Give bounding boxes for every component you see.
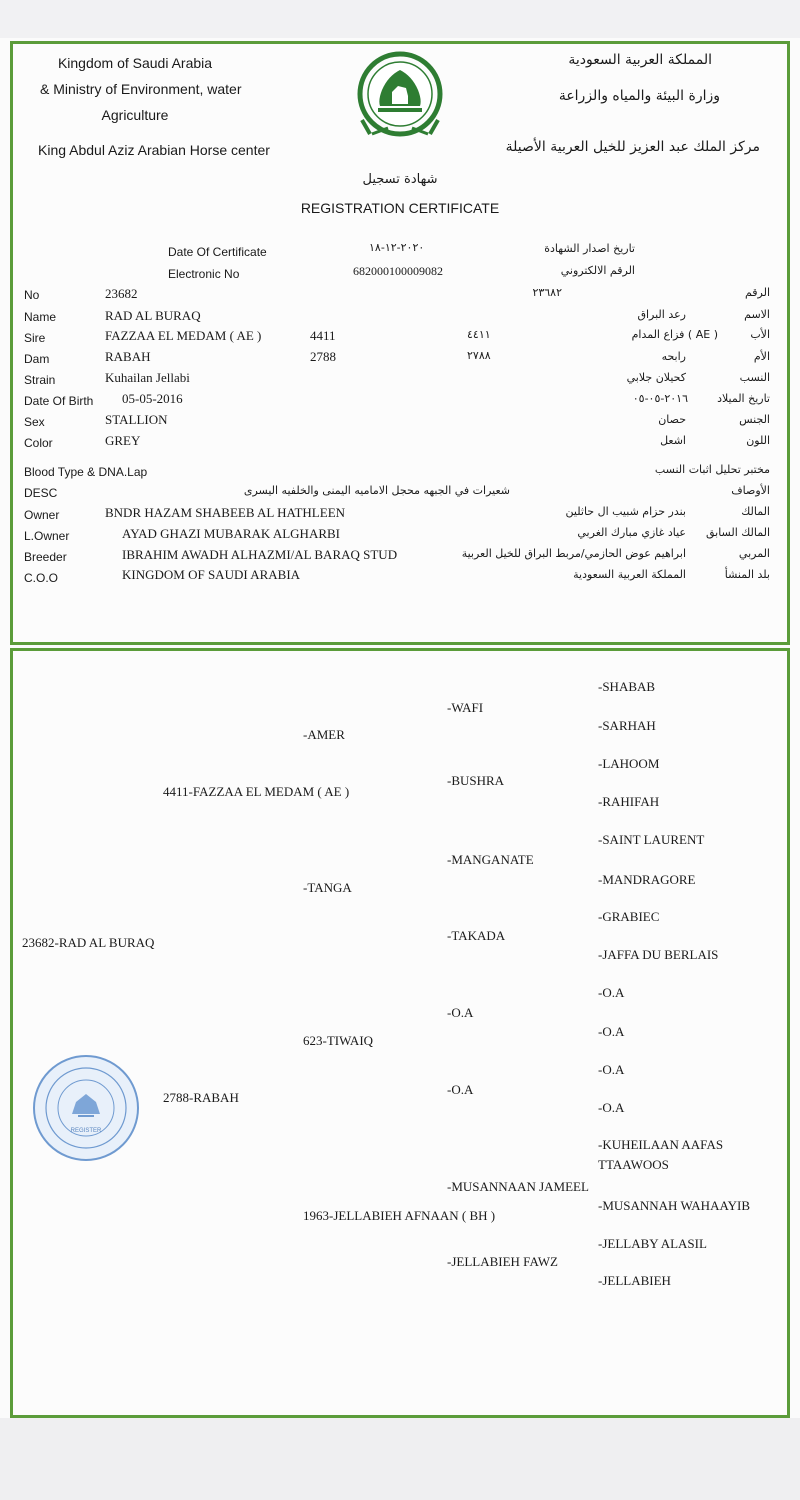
detail-num-ar-sire: ٤٤١١ (467, 328, 491, 341)
header-en-line3: Agriculture (101, 107, 169, 123)
pedigree-subject: 23682-RAD AL BURAQ (22, 935, 155, 950)
pedigree-gen4: -JAFFA DU BERLAIS (598, 947, 719, 962)
blood-type-label: Blood Type & DNA.Lap (24, 465, 148, 479)
detail-label-ar-name: الاسم (744, 308, 770, 321)
detail-label-strain: Strain (24, 373, 56, 387)
screen-top-bar (0, 0, 800, 38)
detail-label-name: Name (24, 310, 57, 324)
detail-value-dob: 05-05-2016 (122, 391, 183, 406)
title-ar: شهادة تسجيل (362, 172, 438, 187)
detail-value-ar-no: ٢٣٦٨٢ (532, 286, 562, 299)
pedigree-gen3: -O.A (447, 1005, 474, 1020)
header-en-line2: & Ministry of Environment, water (40, 81, 242, 97)
detail-label-dam: Dam (24, 352, 50, 366)
detail-label-ar-sex: الجنس (739, 413, 770, 426)
date-of-certificate-value: ٢٠٢٠-١٢-١٨ (369, 241, 425, 254)
electronic-no-value: 682000100009082 (353, 264, 443, 278)
detail-num-sire: 4411 (310, 328, 336, 343)
detail-value-sire: FAZZAA EL MEDAM ( AE ) (105, 328, 262, 343)
owner-label: Owner (24, 508, 60, 522)
pedigree-gen4: -GRABIEC (598, 909, 660, 924)
coo-value: KINGDOM OF SAUDI ARABIA (122, 567, 301, 582)
desc-value-ar: شعيرات في الجبهه محجل الاماميه اليمنى والخلفيه اليسرى (243, 484, 510, 497)
detail-value-ar-color: اشعل (660, 434, 686, 447)
detail-label-ar-color: اللون (746, 434, 770, 447)
detail-label-sire: Sire (24, 331, 46, 345)
coo-label: C.O.O (24, 571, 59, 585)
lowner-label: L.Owner (24, 529, 70, 543)
date-of-certificate-label-ar: تاريخ اصدار الشهادة (544, 242, 635, 255)
blood-type-label-ar: مختبر تحليل اثبات النسب (654, 463, 770, 476)
detail-value-name: RAD AL BURAQ (105, 308, 201, 323)
pedigree-dam: 2788-RABAH (163, 1090, 239, 1105)
title-en: REGISTRATION CERTIFICATE (300, 200, 500, 216)
detail-value-ar-name: رعد البراق (637, 308, 686, 321)
date-of-certificate-label: Date Of Certificate (168, 245, 267, 259)
lowner-label-ar: المالك السابق (705, 526, 770, 539)
pedigree-gen4: -O.A (598, 1100, 625, 1115)
header-ar-line2: وزارة البيئة والمياه والزراعة (558, 88, 720, 104)
pedigree-gen4: -O.A (598, 985, 625, 1000)
pedigree-gen2: -AMER (303, 727, 345, 742)
pedigree-gen4: -MANDRAGORE (598, 872, 696, 887)
detail-label-ar-dob: تاريخ الميلاد (717, 392, 770, 405)
pedigree-frame (10, 648, 790, 1418)
header-en (40, 50, 242, 128)
breeder-value-ar: ابراهيم عوض الحازمي/مربط البراق للخيل العربية (461, 547, 686, 560)
pedigree-gen3: -TAKADA (447, 928, 506, 943)
pedigree-gen2: 1963-JELLABIEH AFNAAN ( BH ) (303, 1208, 496, 1223)
pedigree-gen4: -SAINT LAURENT (598, 832, 705, 847)
seal-text: REGISTER (70, 1128, 102, 1134)
detail-label-color: Color (24, 436, 53, 450)
pedigree-gen3: -O.A (447, 1082, 474, 1097)
breeder-label: Breeder (24, 550, 67, 564)
owner-label-ar: المالك (741, 505, 770, 518)
pedigree-gen4: -KUHEILAAN AAFAS (598, 1137, 724, 1152)
breeder-value: IBRAHIM AWADH ALHAZMI/AL BARAQ STUD (122, 547, 398, 562)
pedigree-gen4: -O.A (598, 1024, 625, 1039)
header-ar-line1: المملكة العربية السعودية (568, 52, 712, 68)
header-en-line1: Kingdom of Saudi Arabia (57, 55, 213, 71)
pedigree-gen3: -JELLABIEH FAWZ (447, 1254, 559, 1269)
detail-num-ar-dam: ٢٧٨٨ (467, 349, 491, 362)
detail-value-ar-sire: ( AE ) فزاع المدام (631, 328, 718, 341)
desc-label-ar: الأوصاف (731, 484, 770, 497)
pedigree-gen3: -WAFI (447, 700, 484, 715)
detail-value-sex: STALLION (105, 412, 168, 427)
pedigree-gen3: -MANGANATE (447, 852, 534, 867)
pedigree-gen2: -TANGA (303, 880, 352, 895)
breeder-label-ar: المربي (738, 547, 770, 560)
pedigree-gen4: -LAHOOM (598, 756, 660, 771)
detail-label-ar-no: الرقم (744, 286, 770, 299)
detail-value-ar-dam: رابحه (661, 350, 686, 363)
pedigree-gen4: -JELLABIEH (598, 1273, 671, 1288)
screen-bottom-bar (0, 1418, 800, 1500)
pedigree-sire: 4411-FAZZAA EL MEDAM ( AE ) (163, 784, 350, 799)
lowner-value-ar: عياد غازي مبارك الغربي (577, 526, 686, 539)
pedigree-gen4: -O.A (598, 1062, 625, 1077)
detail-num-dam: 2788 (310, 349, 336, 364)
detail-value-dam: RABAH (105, 349, 151, 364)
electronic-no-label: Electronic No (168, 267, 240, 281)
detail-value-ar-dob: ٢٠١٦-٠٥-٠٥ (632, 392, 688, 405)
pedigree-gen3: -BUSHRA (447, 773, 505, 788)
detail-label-sex: Sex (24, 415, 45, 429)
detail-label-ar-strain: النسب (739, 371, 770, 384)
pedigree-gen2: 623-TIWAIQ (303, 1033, 374, 1048)
detail-label-ar-sire: الأب (750, 328, 770, 341)
detail-label-no: No (24, 288, 40, 302)
detail-label-dob: Date Of Birth (24, 394, 94, 408)
detail-value-ar-strain: كحيلان جلابي (626, 371, 686, 384)
detail-value-ar-sex: حصان (658, 413, 686, 426)
register-seal (32, 1054, 140, 1162)
detail-label-ar-dam: الأم (753, 350, 770, 363)
detail-value-strain: Kuhailan Jellabi (105, 370, 190, 385)
electronic-no-label-ar: الرقم الالكتروني (560, 264, 635, 277)
pedigree-gen4: -JELLABY ALASIL (598, 1236, 707, 1251)
desc-label: DESC (24, 486, 58, 500)
header-en-line4: King Abdul Aziz Arabian Horse center (38, 142, 270, 158)
pedigree-gen4: -SARHAH (598, 718, 656, 733)
pedigree-gen4: -SHABAB (598, 679, 656, 694)
header-ar-line3: مركز الملك عبد العزيز للخيل العربية الأصيلة (505, 139, 760, 155)
owner-value-ar: بندر حزام شبيب ال حاثلين (565, 505, 686, 518)
pedigree-gen3: -MUSANNAAN JAMEEL (447, 1179, 589, 1194)
coo-value-ar: المملكة العربية السعودية (573, 568, 686, 581)
pedigree-gen4: -RAHIFAH (598, 794, 660, 809)
detail-value-color: GREY (105, 433, 141, 448)
lowner-value: AYAD GHAZI MUBARAK ALGHARBI (122, 526, 341, 541)
pedigree-gen4: -MUSANNAH WAHAAYIB (598, 1198, 751, 1213)
owner-value: BNDR HAZAM SHABEEB AL HATHLEEN (105, 505, 346, 520)
coo-label-ar: بلد المنشأ (724, 568, 770, 581)
detail-value-no: 23682 (105, 286, 138, 301)
pedigree-gen4: TTAAWOOS (598, 1157, 669, 1172)
ministry-logo (348, 50, 452, 146)
